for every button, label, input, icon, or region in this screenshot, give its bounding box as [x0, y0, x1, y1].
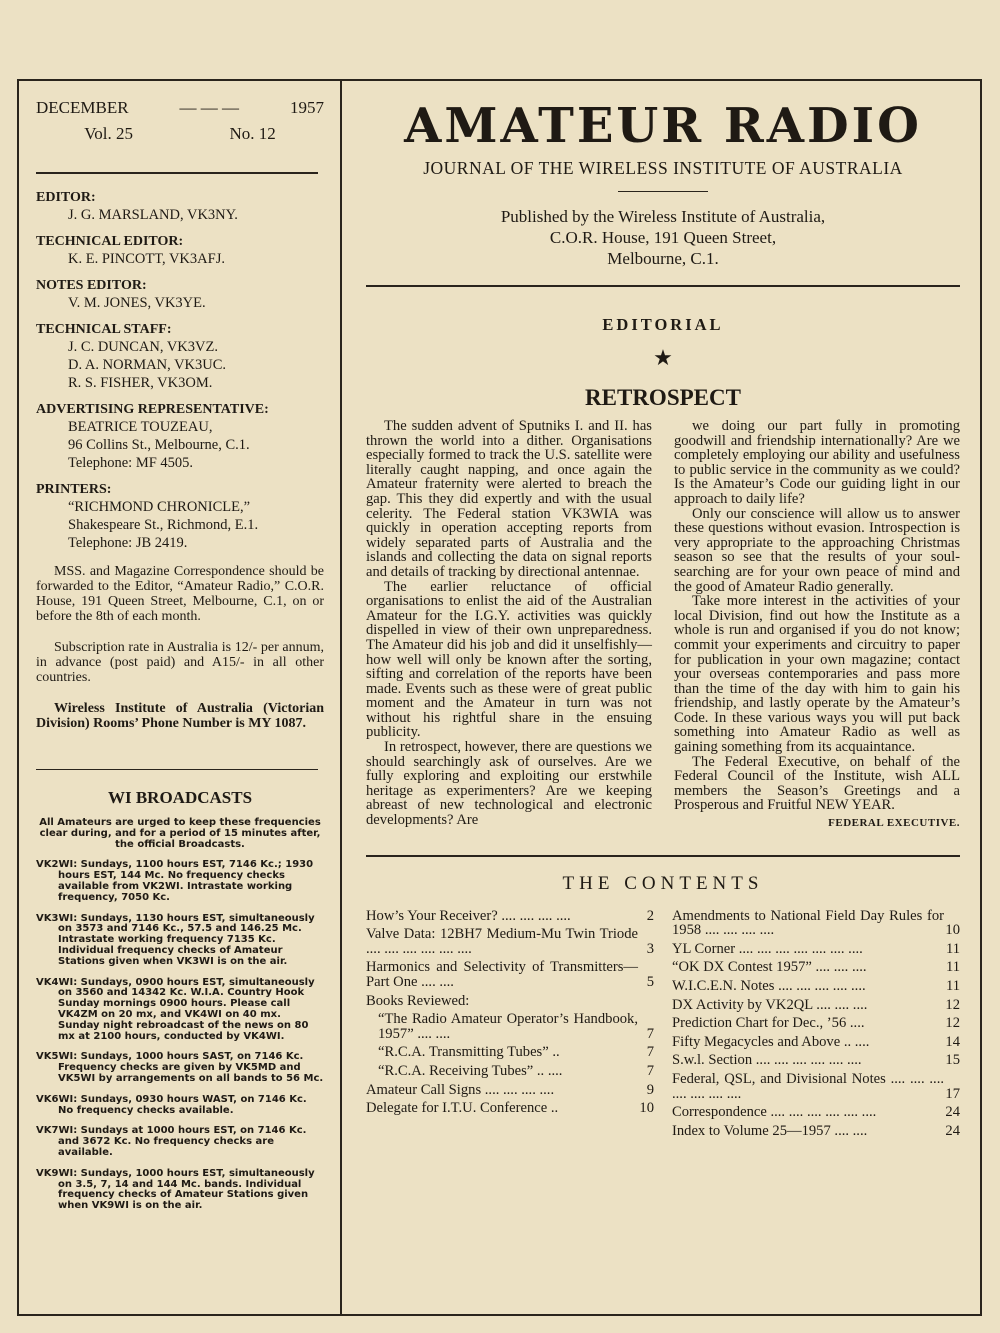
editorial-paragraph: Take more interest in the activities of your local Division, find out how the Institute as a whole is run and organised if you do not know; commit your experiments and circuitry to paper for publication in your own magazine; contact your overseas contemporaries and pass more than the time of the day with him to gain his friendship, and lastly operate by the Amateur’s Code. In these various ways you will put back something into Amateur Radio as well as gaining something from its acquaintance.	[674, 593, 960, 756]
contents-entry-title: W.I.C.E.N. Notes .... .... .... .... ....	[672, 978, 866, 994]
staff-name: “RICHMOND CHRONICLE,”	[68, 499, 251, 515]
subscription-note: Subscription rate in Australia is 12/- per annum, in advance (post paid) and A15/- in all other countries.	[36, 640, 324, 685]
staff-name: K. E. PINCOTT, VK3AFJ.	[68, 251, 225, 267]
contents-entry-page: 10	[945, 922, 960, 939]
editorial-paragraph: The Federal Executive, on behalf of the Federal Council of the Institute, wish ALL members the Season’s Greetings and a Prosperous and Fruitful NEW YEAR.	[674, 753, 960, 814]
broadcast-item	[36, 1126, 324, 1158]
divider	[618, 191, 708, 192]
editorial-signature: FEDERAL EXECUTIVE.	[828, 817, 960, 830]
broadcast-item	[36, 914, 324, 968]
staff-name: J. G. MARSLAND, VK3NY.	[68, 207, 238, 223]
contents-entry-title: “R.C.A. Receiving Tubes” .. ....	[378, 1062, 563, 1079]
editorial-column-2	[674, 419, 960, 831]
contents-entry-title: Amendments to National Field Day Rules for 1958 .... .... .... ....	[672, 907, 944, 939]
contents-entry	[366, 1012, 654, 1041]
editorial-paragraph: In retrospect, however, there are questions we should searchingly ask of ourselves. Are we fully exploring and exploiting our erstwhile heritage as experimenters? Are we keeping abreast of new technological and electronic developments? Are	[366, 739, 652, 829]
editorial-body	[366, 419, 960, 831]
staff-name: Telephone: JB 2419.	[68, 535, 188, 551]
issue-dateline	[36, 98, 324, 118]
contents-entry-title: “OK DX Contest 1957” .... .... ....	[672, 959, 867, 976]
broadcasts-title: WI BROADCASTS	[107, 788, 253, 807]
contents-entry	[672, 1072, 960, 1101]
contents-entry-title: Fifty Megacycles and Above .. ....	[672, 1033, 870, 1050]
editorial-paragraph: The sudden advent of Sputniks I. and II. has thrown the world into a dither. Organisations especially formed to track the U.S. satellite were literally caught napping, and once again the Amateur fraternity were alerted to breach the gap. This they did expertly and with the usual celerity. The Federal station VK3WIA was quickly in operation accepting reports from widely separated parts of Australia and the islands and collecting the data on signal reports and details of tracking by directional antennae.	[366, 418, 652, 580]
staff-heading: EDITOR:	[36, 190, 96, 205]
publisher-line: Published by the Wireless Institute of Australia,	[500, 207, 826, 226]
contents-entry-page: 3	[646, 940, 654, 957]
divider	[366, 855, 960, 857]
contents-entry	[366, 960, 654, 989]
rooms-phone-note: Wireless Institute of Australia (Victorian Division) Rooms’ Phone Number is MY 1087.	[36, 701, 324, 731]
broadcast-item	[36, 860, 324, 903]
staff-heading: ADVERTISING REPRESENTATIVE:	[36, 402, 269, 417]
broadcast-item	[36, 978, 324, 1043]
contents-entry-title: “R.C.A. Transmitting Tubes” ..	[378, 1044, 560, 1061]
publisher-line: C.O.R. House, 191 Queen Street,	[549, 228, 777, 247]
editorial-paragraph: we doing our part fully in promoting goodwill and friendship internationally? Are we completely employing our ability and usefulness to public service in the community as we could? Is the Amateur’s Code our guiding light in our approach to daily life?	[674, 418, 960, 507]
staff-name: Telephone: MF 4505.	[68, 455, 194, 471]
contents-entry-page: 24	[945, 1104, 960, 1121]
issue-month: DECEMBER	[36, 98, 129, 117]
contents-entry-title: Index to Volume 25—1957 .... ....	[672, 1122, 868, 1139]
editorial-paragraph: Only our conscience will allow us to answer these questions without evasion. Introspection is very appropriate to the approaching Christmas season so see that the results of your soul-searching are for your own peace of mind and the good of Amateur Radio generally.	[674, 505, 960, 595]
contents-entry-title: S.w.l. Section .... .... .... .... .... ....	[672, 1052, 862, 1069]
contents-entry-title: Amateur Call Signs .... .... .... ....	[366, 1081, 555, 1098]
editorial-column-1	[366, 419, 652, 831]
contents-entry-page: 14	[945, 1033, 960, 1050]
contents-entry	[672, 1035, 960, 1050]
contents-title: THE CONTENTS	[562, 872, 764, 894]
main-content	[366, 98, 960, 1142]
divider	[36, 172, 318, 174]
divider	[36, 769, 318, 770]
broadcast-text: VK6WI: Sundays, 0930 hours WAST, on 7146 Kc. No frequency checks available.	[36, 1093, 307, 1116]
contents-entry-page: 17	[945, 1085, 960, 1102]
broadcast-text: VK5WI: Sundays, 1000 hours SAST, on 7146 Kc. Frequency checks are given by VK5MD and VK5WI by arrangements on all bands to 56 Mc.	[36, 1051, 324, 1084]
contents-entry-title: Delegate for I.T.U. Conference ..	[366, 1100, 559, 1117]
contents-entry-page: 5	[646, 974, 654, 990]
contents-entry	[672, 960, 960, 975]
contents-entry-title: Federal, QSL, and Divisional Notes .... .... .... .... .... .... ....	[672, 1070, 944, 1102]
broadcast-text: VK7WI: Sundays at 1000 hours EST, on 7146 Kc. and 3672 Kc. No frequency checks are available.	[36, 1125, 307, 1158]
contents-entry-page: 7	[646, 1025, 654, 1042]
staff-name: 96 Collins St., Melbourne, C.1.	[68, 437, 250, 453]
sidebar	[36, 98, 324, 1212]
staff-heading: TECHNICAL STAFF:	[36, 322, 172, 337]
contents-entry	[672, 942, 960, 957]
contents-entry	[672, 1105, 960, 1120]
contents-entry-title: Harmonics and Selectivity of Transmitters—Part One .... ....	[366, 959, 638, 990]
editorial-title: RETROSPECT	[585, 385, 741, 410]
contents-entry	[672, 909, 960, 938]
contents-entry-page: 7	[646, 1062, 654, 1079]
contents-entry-title: “The Radio Amateur Operator’s Handbook, 1957” .... ....	[378, 1011, 638, 1042]
editorial-paragraph: The earlier reluctance of official organisations to enlist the aid of the Australian Amateur for the I.G.Y. activities was quickly dispelled in view of their own unpreparedness. The Amateur did his job and did it unselfishly—how well will only be known after the sorting, sifting and correlation of the reports have been made. Events such as these were of great public moment and the Amateur in turn was not without his rightful share in the ensuing publicity.	[366, 578, 652, 741]
contents-left-column	[366, 909, 654, 1143]
masthead-title: AMATEUR RADIO	[404, 98, 922, 154]
contents-entry	[366, 927, 654, 956]
broadcasts-intro: All Amateurs are urged to keep these frequencies clear during, and for a period of 15 minutes after, the official Broadcasts.	[39, 817, 321, 850]
contents-entry	[672, 979, 960, 994]
contents-entry-title: YL Corner .... .... .... .... .... .... ....	[672, 940, 863, 957]
column-divider	[340, 81, 342, 1314]
contents-entry	[672, 1016, 960, 1031]
staff-name: J. C. DUNCAN, VK3VZ.	[68, 339, 218, 355]
broadcasts-list	[36, 860, 324, 1212]
issue-volume-line	[36, 124, 324, 144]
staff-name: D. A. NORMAN, VK3UC.	[68, 357, 227, 373]
staff-name: Shakespeare St., Richmond, E.1.	[68, 517, 259, 533]
contents-entry-page: 7	[646, 1044, 654, 1061]
broadcast-item	[36, 1169, 324, 1212]
contents-entry-page: 10	[639, 1100, 654, 1117]
publisher-info	[366, 206, 960, 269]
contents-entry-title: Prediction Chart for Dec., ’56 ....	[672, 1015, 865, 1032]
broadcast-text: VK4WI: Sundays, 0900 hours EST, simultaneously on 3560 and 14342 Kc. W.I.A. Country Hook Sunday mornings 0900 hours. Please call VK4ZM on 20 mx, and VK4WI on 40 mx. Sunday night rebroadcast of the news on 80 mx at 2100 hours, conducted by VK4WI.	[36, 976, 315, 1042]
staff-list	[36, 190, 324, 552]
contents-entry-title: Valve Data: 12BH7 Medium-Mu Twin Triode .... .... .... .... .... ....	[366, 926, 638, 957]
contents-entry	[366, 1101, 654, 1116]
contents-entry-page: 11	[945, 978, 960, 994]
staff-name: V. M. JONES, VK3YE.	[68, 295, 206, 311]
contents-entry-title: DX Activity by VK2QL .... .... ....	[672, 996, 868, 1013]
contents-table	[366, 909, 960, 1143]
contents-entry-page: 12	[945, 1015, 960, 1032]
masthead-subtitle: JOURNAL OF THE WIRELESS INSTITUTE OF AUSTRALIA	[423, 158, 903, 178]
staff-name: BEATRICE TOUZEAU,	[68, 419, 213, 435]
editorial-label: EDITORIAL	[602, 315, 724, 334]
contents-entry	[366, 909, 654, 924]
broadcast-item	[36, 1052, 324, 1084]
contents-entry	[366, 1083, 654, 1098]
broadcast-text: VK3WI: Sundays, 1130 hours EST, simultaneously on 3573 and 7146 Kc., 57.5 and 146.25 Mc. Intrastate working frequency 7135 Kc. Individual frequency checks of Amateur Stations given when VK3WI is on the air.	[36, 912, 315, 967]
broadcast-text: VK2WI: Sundays, 1100 hours EST, 7146 Kc.; 1930 hours EST, 144 Mc. No frequency checks available from VK2WI. Intrastate working frequency, 7050 Kc.	[36, 859, 314, 903]
contents-entry-page: 15	[945, 1052, 960, 1069]
contents-entry-page: 11	[945, 940, 960, 957]
staff-heading: PRINTERS:	[36, 482, 112, 497]
contents-entry-page: 2	[646, 907, 654, 924]
contents-entry	[672, 998, 960, 1013]
staff-name: R. S. FISHER, VK3OM.	[68, 375, 213, 391]
contents-entry-title: Books Reviewed:	[366, 992, 470, 1009]
contents-entry-page: 24	[945, 1122, 960, 1139]
issue-volume: Vol. 25	[84, 124, 134, 143]
publisher-line: Melbourne, C.1.	[607, 249, 719, 268]
contents-entry	[366, 1064, 654, 1079]
staff-heading: TECHNICAL EDITOR:	[36, 234, 184, 249]
staff-heading: NOTES EDITOR:	[36, 278, 147, 293]
contents-entry-page: 9	[646, 1081, 654, 1098]
mss-note: MSS. and Magazine Correspondence should be forwarded to the Editor, “Amateur Radio,” C.O.R. House, 191 Queen Street, Melbourne, C.1, on or before the 8th of each month.	[36, 564, 324, 624]
contents-entry-page: 12	[945, 996, 960, 1013]
contents-entry	[366, 994, 654, 1009]
divider	[366, 285, 960, 287]
issue-year: 1957	[290, 98, 324, 117]
issue-dashes: — — —	[179, 98, 240, 117]
contents-entry	[672, 1053, 960, 1068]
contents-right-column	[672, 909, 960, 1143]
contents-entry	[366, 1045, 654, 1060]
contents-entry	[672, 1124, 960, 1139]
contents-entry-title: How’s Your Receiver? .... .... .... ....	[366, 907, 571, 924]
broadcast-text: VK9WI: Sundays, 1000 hours EST, simultaneously on 3.5, 7, 14 and 144 Mc. bands. Individual frequency checks of Amateur Stations given when VK9WI is on the air.	[36, 1167, 315, 1212]
issue-number: No. 12	[229, 124, 276, 143]
contents-entry-title: Correspondence .... .... .... .... .... ....	[672, 1104, 877, 1121]
star-icon: ★	[653, 345, 673, 370]
contents-entry-page: 11	[945, 959, 960, 976]
broadcast-item	[36, 1095, 324, 1117]
